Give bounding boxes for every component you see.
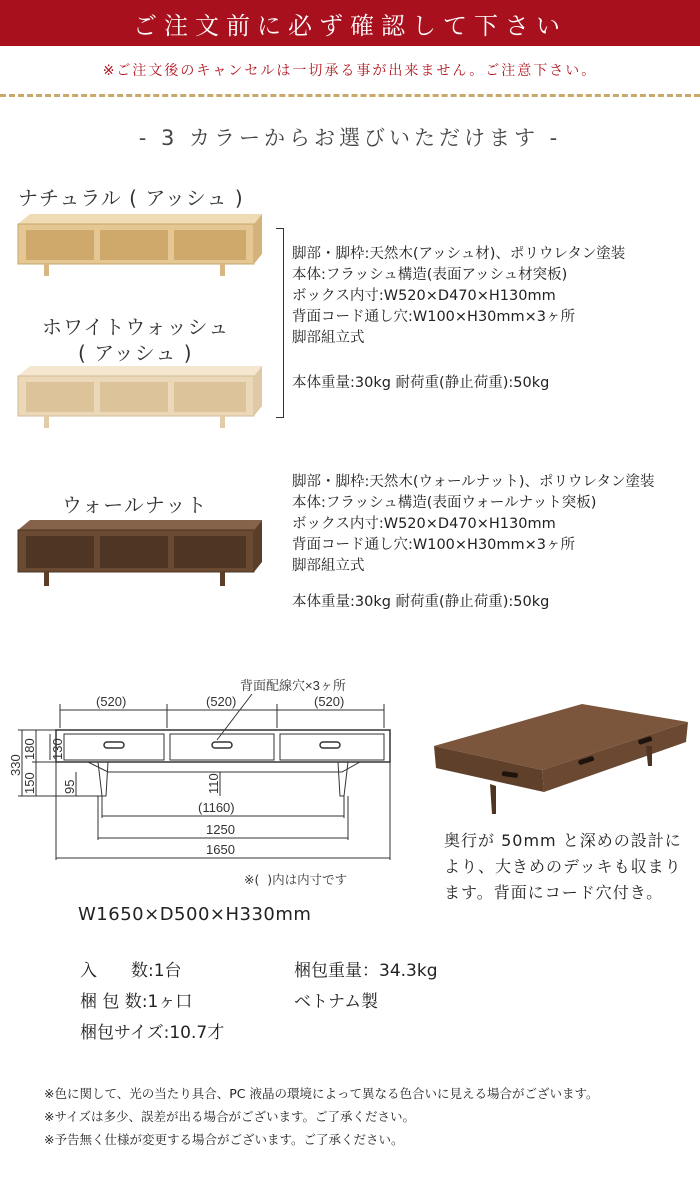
whitewash-color-sublabel: ( アッシュ ) bbox=[78, 341, 193, 365]
walnut-weight: 本体重量:30kg 耐荷重(静止荷重):50kg bbox=[292, 594, 550, 610]
dimension-drawing bbox=[8, 668, 402, 868]
ash-spec-list bbox=[292, 244, 625, 349]
walnut-tv-board-image bbox=[14, 516, 264, 586]
box-width-2: (520) bbox=[206, 694, 237, 709]
qty-value: :1台 bbox=[148, 961, 182, 981]
spec-line: 背面コード通し穴:W100×H30mm×3ヶ所 bbox=[292, 309, 576, 325]
walnut-spec-list bbox=[292, 472, 654, 577]
spec-line: 脚部・脚枠:天然木(ウォールナット)、ポリウレタン塗装 bbox=[292, 474, 655, 490]
note-line: ※サイズは多少、誤差が出る場合がございます。ご了承ください。 bbox=[44, 1109, 415, 1124]
box-width-1: (520) bbox=[96, 694, 127, 709]
cancel-warning: ※ご注文後のキャンセルは一切承る事が出来ません。ご注意下さい。 bbox=[102, 63, 598, 79]
pack-weight: 梱包重量：34.3kg bbox=[294, 961, 438, 981]
pack-size-row bbox=[80, 1018, 224, 1043]
whitewash-tv-board-image bbox=[14, 362, 264, 428]
note-line: ※予告無く仕様が変更する場合がございます。ご了承ください。 bbox=[44, 1132, 404, 1147]
natural-tv-board-image bbox=[14, 210, 264, 276]
height-95: 95 bbox=[62, 779, 77, 794]
walnut-color-label: ウォールナット bbox=[62, 493, 208, 517]
spec-line: 脚部・脚枠:天然木(アッシュ材)、ポリウレタン塗装 bbox=[292, 246, 626, 262]
hole-label: 背面配線穴×3ヶ所 bbox=[240, 678, 346, 693]
pack-size-label: 梱包サイズ bbox=[80, 1023, 164, 1043]
notes bbox=[44, 1082, 598, 1151]
color-subtitle: - 3 カラーからお選びいただけます - bbox=[138, 126, 562, 150]
dashed-divider bbox=[0, 94, 700, 97]
depth-description: 奥行が 50mm と深めの設計により、大きめのデッキも収まります。背面にコード穴付き。 bbox=[444, 831, 682, 902]
spec-line: ボックス内寸:W520×D470×H130mm bbox=[292, 288, 556, 304]
pack-count-value: :1ヶ口 bbox=[141, 992, 193, 1012]
spec-line: 本体:フラッシュ構造(表面アッシュ材突板) bbox=[292, 267, 568, 283]
pack-count-row bbox=[80, 987, 192, 1012]
spec-line: 脚部組立式 bbox=[292, 330, 365, 346]
box-width-3: (520) bbox=[314, 694, 345, 709]
note-line: ※色に関して、光の当たり具合、PC 液晶の環境によって異なる色合いに見える場合がございます。 bbox=[44, 1086, 599, 1101]
ash-spec-bracket bbox=[276, 228, 284, 418]
spec-line: 脚部組立式 bbox=[292, 558, 365, 574]
origin: ベトナム製 bbox=[294, 992, 379, 1012]
width-1250: 1250 bbox=[206, 822, 235, 837]
inner-size-note: ※( )内は内寸です bbox=[244, 872, 348, 887]
height-330: 330 bbox=[8, 754, 23, 776]
spec-line: ボックス内寸:W520×D470×H130mm bbox=[292, 516, 556, 532]
height-180: 180 bbox=[22, 738, 37, 760]
spec-line: 本体:フラッシュ構造(表面ウォールナット突板) bbox=[292, 495, 597, 511]
pack-size-value: :10.7才 bbox=[163, 1023, 225, 1043]
width-1160: (1160) bbox=[198, 800, 235, 815]
qty-label: 入 数 bbox=[80, 961, 148, 981]
pack-count-label: 梱 包 数 bbox=[80, 992, 142, 1012]
width-1650: 1650 bbox=[206, 842, 235, 857]
height-150: 150 bbox=[22, 772, 37, 794]
overall-size: W1650×D500×H330mm bbox=[78, 904, 312, 925]
height-110: 110 bbox=[206, 773, 221, 794]
height-130: 130 bbox=[50, 738, 65, 760]
walnut-perspective-image bbox=[432, 702, 690, 818]
whitewash-color-label: ホワイトウォッシュ bbox=[42, 315, 230, 339]
qty-row bbox=[80, 956, 182, 981]
spec-line: 背面コード通し穴:W100×H30mm×3ヶ所 bbox=[292, 537, 576, 553]
ash-weight: 本体重量:30kg 耐荷重(静止荷重):50kg bbox=[292, 375, 550, 391]
confirm-banner: ご注文前に必ず確認して下さい bbox=[0, 0, 700, 46]
natural-color-label: ナチュラル ( アッシュ ) bbox=[18, 186, 244, 210]
